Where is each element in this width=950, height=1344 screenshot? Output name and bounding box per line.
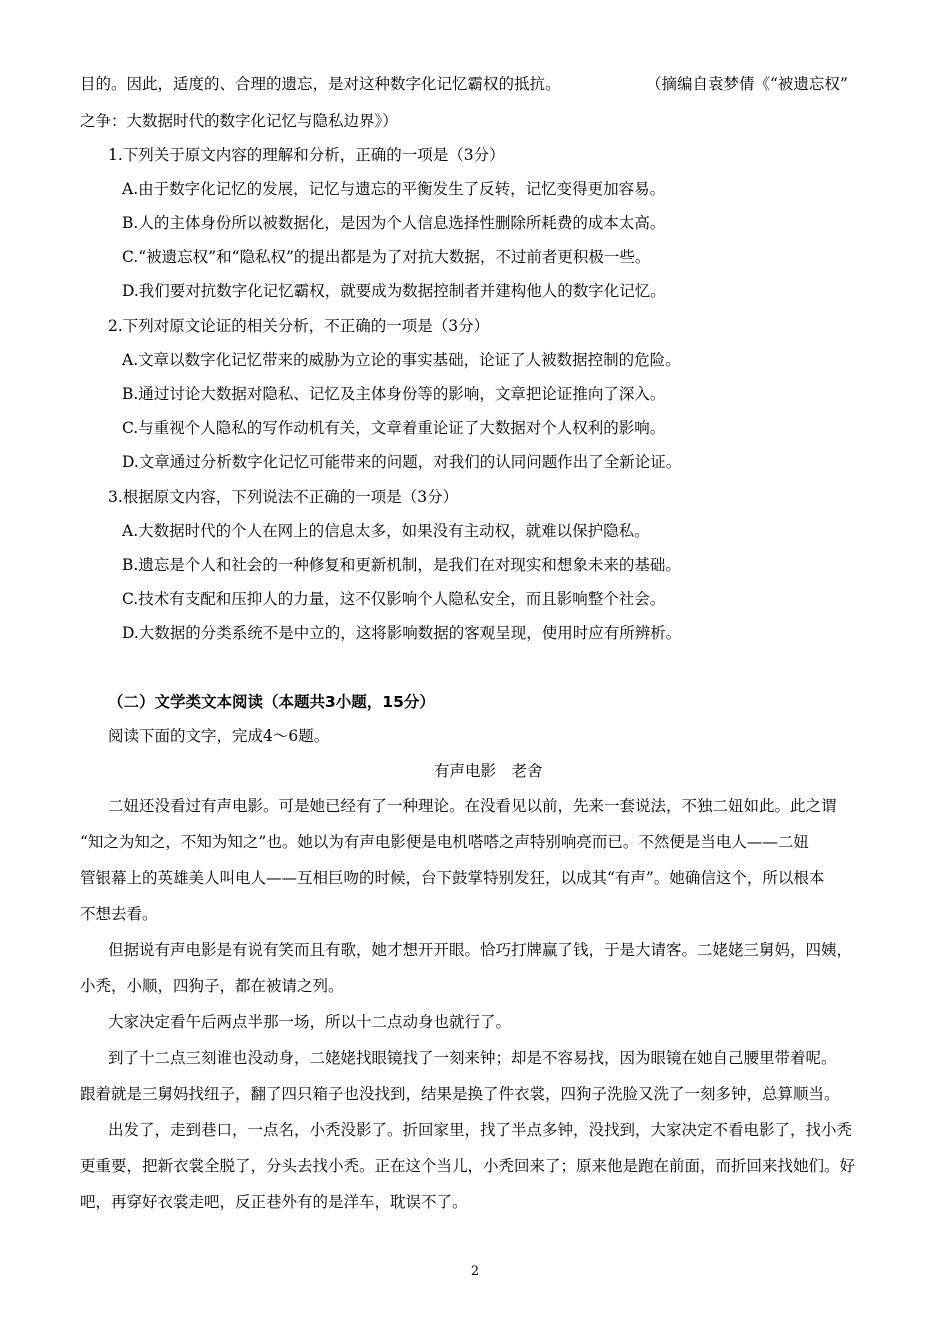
intro-line: 目的。因此，适度的、合理的遗忘，是对这种数字化记忆霸权的抵抗。 xyxy=(80,75,561,93)
question-3-option-c: C.技术有支配和压抑人的力量，这不仅影响个人隐私安全，而且影响整个社会。 xyxy=(122,590,666,608)
story-line: 更重要，把新衣裳全脱了，分头去找小秃。正在这个当儿，小秃回来了；原来他是跑在前面，而折回来找她们。好 xyxy=(80,1157,856,1175)
question-2-option-c: C.与重视个人隐私的写作动机有关，文章着重论证了大数据对个人权利的影响。 xyxy=(122,419,666,437)
question-2-stem: 2.下列对原文论证的相关分析，不正确的一项是（3分） xyxy=(108,317,490,335)
story-line: “知之为知之，不知为知之”也。她以为有声电影便是电机嗒嗒之声特别响亮而已。不然便是当电人——二妞 xyxy=(80,833,809,851)
reading-instruction: 阅读下面的文字，完成4～6题。 xyxy=(108,727,330,745)
story-line: 大家决定看午后两点半那一场，所以十二点动身也就行了。 xyxy=(108,1013,512,1031)
source-citation: （摘编自袁梦倩《“被遗忘权” xyxy=(646,75,848,93)
story-line: 出发了，走到巷口，一点名，小秃没影了。折回家里，找了半点多钟，没找到，大家决定不看电影了，找小秃 xyxy=(108,1121,853,1139)
question-3-option-a: A.大数据时代的个人在网上的信息太多，如果没有主动权，就难以保护隐私。 xyxy=(122,522,650,540)
story-line: 吧，再穿好衣裳走吧，反正巷外有的是洋车，耽误不了。 xyxy=(80,1193,468,1211)
story-line: 但据说有声电影是有说有笑而且有歌，她才想开开眼。恰巧打牌赢了钱，于是大请客。二姥姥三舅妈，四姨， xyxy=(108,941,853,959)
question-2-option-d: D.文章通过分析数字化记忆可能带来的问题，对我们的认同问题作出了全新论证。 xyxy=(122,453,682,471)
story-line: 二妞还没看过有声电影。可是她已经有了一种理论。在没看见以前，先来一套说法，不独二妞如此。此之谓 xyxy=(108,797,837,815)
question-3-option-b: B.遗忘是个人和社会的一种修复和更新机制，是我们在对现实和想象未来的基础。 xyxy=(122,556,681,574)
question-1-option-a: A.由于数字化记忆的发展，记忆与遗忘的平衡发生了反转，记忆变得更加容易。 xyxy=(122,180,666,198)
question-1-option-b: B.人的主体身份所以被数据化，是因为个人信息选择性删除所耗费的成本太高。 xyxy=(122,214,666,232)
question-1-stem: 1.下列关于原文内容的理解和分析，正确的一项是（3分） xyxy=(108,146,505,164)
page-number: 2 xyxy=(470,1264,480,1279)
story-line: 小秃，小顺，四狗子，都在被请之列。 xyxy=(80,977,344,995)
story-line: 到了十二点三刻谁也没动身，二姥姥找眼镜找了一刻来钟；却是不容易找，因为眼镜在她自己腰里带着呢。 xyxy=(108,1049,837,1067)
question-2-option-b: B.通过讨论大数据对隐私、记忆及主体身份等的影响，文章把论证推向了深入。 xyxy=(122,385,666,403)
question-1-option-d: D.我们要对抗数字化记忆霸权，就要成为数据控制者并建构他人的数字化记忆。 xyxy=(122,282,666,300)
story-line: 不想去看。 xyxy=(80,905,158,923)
story-title: 有声电影 老舍 xyxy=(434,762,543,780)
story-line: 管银幕上的英雄美人叫电人——互相巨吻的时候，台下鼓掌特别发狂，以成其“有声”。她确信这个，所以根本 xyxy=(80,869,825,887)
section-heading: （二）文学类文本阅读（本题共3小题，15分） xyxy=(108,693,435,711)
source-citation-cont: 之争：大数据时代的数字化记忆与隐私边界》） xyxy=(80,112,398,130)
question-3-stem: 3.根据原文内容，下列说法不正确的一项是（3分） xyxy=(108,488,459,506)
story-line: 跟着就是三舅妈找纽子，翻了四只箱子也没找到，结果是换了件衣裳，四狗子洗脸又洗了一刻多钟，总算顺当。 xyxy=(80,1085,840,1103)
question-3-option-d: D.大数据的分类系统不是中立的，这将影响数据的客观呈现，使用时应有所辨析。 xyxy=(122,624,682,642)
question-2-option-a: A.文章以数字化记忆带来的威胁为立论的事实基础，论证了人被数据控制的危险。 xyxy=(122,351,681,369)
question-1-option-c: C.“被遗忘权”和“隐私权”的提出都是为了对抗大数据，不过前者更积极一些。 xyxy=(122,248,651,266)
